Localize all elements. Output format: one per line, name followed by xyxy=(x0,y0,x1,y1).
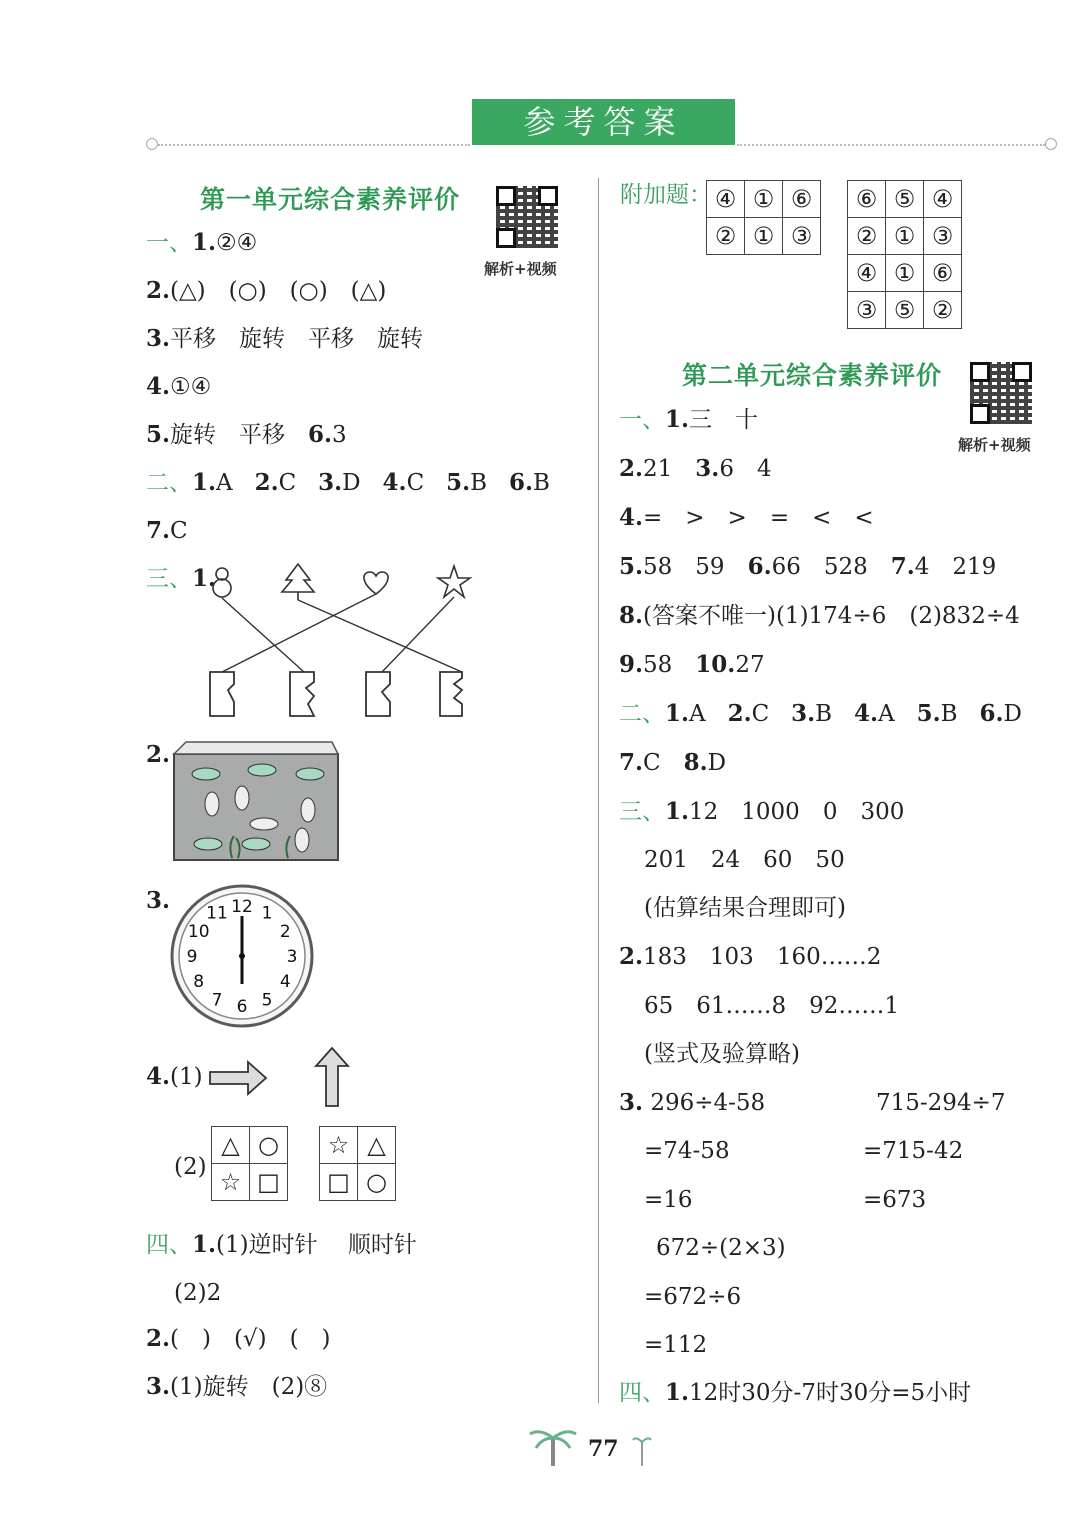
question-number: 1. xyxy=(192,229,217,256)
arrow-right-icon xyxy=(208,1058,270,1098)
answer-text: B xyxy=(815,701,833,727)
answer-line xyxy=(619,942,881,972)
grid-cell: ④ xyxy=(707,181,745,218)
answer-line xyxy=(174,1278,221,1308)
answer-line xyxy=(863,1136,963,1166)
question-number: 1. xyxy=(665,406,690,433)
question-number: 1. xyxy=(665,1379,690,1406)
answer-line xyxy=(644,1185,693,1215)
answer-text: (1)逆时针 顺时针 xyxy=(216,1232,417,1258)
answer-text: D xyxy=(707,750,727,776)
answer-text: 12时30分-7时30分=5小时 xyxy=(689,1380,972,1406)
notched-block xyxy=(366,672,390,716)
clock-numeral: 2 xyxy=(279,922,291,942)
unit1-title: 第一单元综合素养评价 xyxy=(200,185,461,214)
answer-line xyxy=(146,1324,331,1354)
clock-figure xyxy=(170,884,316,1030)
star-shape xyxy=(438,566,470,597)
answer-text: C xyxy=(278,470,297,496)
clock-numeral: 3 xyxy=(286,947,298,967)
answer-line xyxy=(619,699,1022,729)
answer-text: =16 xyxy=(644,1187,693,1213)
grid-cell: ○ xyxy=(250,1127,288,1164)
grid-cell: △ xyxy=(212,1127,250,1164)
section-marker: 二、 xyxy=(146,470,192,496)
grid-cell: ○ xyxy=(358,1164,396,1201)
answer-text: 296÷4-58 xyxy=(650,1090,766,1116)
answer-line xyxy=(619,1088,765,1118)
question-number: 4. xyxy=(146,1063,171,1090)
qr-corner xyxy=(496,186,516,206)
answer-text: ①④ xyxy=(170,374,212,400)
answer-text: 201 24 60 50 xyxy=(644,847,845,873)
answer-text: C xyxy=(170,518,188,544)
answer-text: ②④ xyxy=(216,230,258,256)
answer-text: A xyxy=(216,470,233,496)
page-banner: 参考答案 xyxy=(472,99,735,145)
question-number: 1. xyxy=(665,700,690,727)
answer-text: 672÷(2×3) xyxy=(656,1235,786,1261)
answer-text: =715-42 xyxy=(863,1138,964,1164)
answer-text: (2) xyxy=(174,1154,207,1180)
answer-line xyxy=(619,454,772,484)
answer-text: =74-58 xyxy=(644,1138,730,1164)
question-number: 7. xyxy=(619,749,644,776)
answer-text: B xyxy=(470,470,488,496)
question-number: 3. xyxy=(791,700,816,727)
answer-line xyxy=(174,1152,207,1182)
answer-line xyxy=(644,1282,741,1312)
answer-line xyxy=(146,228,257,258)
clock-numeral: 5 xyxy=(261,990,273,1011)
clock-numeral: 7 xyxy=(211,990,223,1011)
qr-corner xyxy=(970,404,990,424)
clock-numeral: 1 xyxy=(261,903,273,924)
grid-cell: ③ xyxy=(924,218,962,255)
header-rule-left xyxy=(158,144,470,146)
arrow-up-icon xyxy=(312,1046,352,1108)
question-number: 1. xyxy=(192,1231,217,1258)
answer-line xyxy=(146,276,386,306)
question-number: 7. xyxy=(890,553,915,580)
answer-text: =112 xyxy=(644,1332,708,1358)
grid-cell: ⑥ xyxy=(924,255,962,292)
qr-corner xyxy=(1012,362,1032,382)
answer-line xyxy=(644,893,846,923)
page-number: 77 xyxy=(588,1436,619,1462)
answer-line xyxy=(644,1136,730,1166)
grid-cell: □ xyxy=(320,1164,358,1201)
question-number: 2. xyxy=(727,700,752,727)
answer-line xyxy=(619,748,726,778)
answer-text: 三 十 xyxy=(689,407,759,433)
grid-cell: ① xyxy=(745,218,783,255)
grid-cell: ☆ xyxy=(320,1127,358,1164)
section-marker: 四、 xyxy=(146,1232,192,1258)
notched-block xyxy=(440,672,462,716)
question-number: 4. xyxy=(382,469,407,496)
answer-text: 平移 旋转 平移 旋转 xyxy=(170,326,424,352)
grid-cell: ☆ xyxy=(212,1164,250,1201)
header-rule-right xyxy=(737,144,1045,146)
question-number: 3. xyxy=(146,1373,171,1400)
qr-corner xyxy=(538,186,558,206)
answer-line xyxy=(146,372,211,402)
question-number: 6. xyxy=(747,553,772,580)
question-number: 3. xyxy=(619,1089,644,1116)
qr-label-unit1: 解析+视频 xyxy=(484,260,557,278)
answer-line xyxy=(619,797,904,827)
answer-text: 3 xyxy=(332,422,347,448)
shape-grid-original xyxy=(211,1126,288,1201)
qr-corner xyxy=(496,228,516,248)
question-number: 1. xyxy=(665,798,690,825)
question-number: 2. xyxy=(619,455,644,482)
answer-text: =672÷6 xyxy=(644,1284,742,1310)
question-number: 2. xyxy=(146,277,171,304)
section-marker: 四、 xyxy=(619,1380,665,1406)
question-number: 4. xyxy=(146,373,171,400)
answer-text: 183 103 160……2 xyxy=(643,944,882,970)
grid-cell: ③ xyxy=(783,218,821,255)
section-marker: 一、 xyxy=(146,230,192,256)
answer-text: (竖式及验算略) xyxy=(644,1041,800,1067)
question-number: 6. xyxy=(979,700,1004,727)
answer-text: 12 1000 0 300 xyxy=(689,799,905,825)
clock-numeral: 4 xyxy=(279,972,291,992)
question-number: 2. xyxy=(146,1325,171,1352)
question-number: 9. xyxy=(619,651,644,678)
clock-numeral: 10 xyxy=(187,922,210,942)
answer-text: B xyxy=(940,701,958,727)
answer-text: (2)2 xyxy=(174,1280,222,1306)
answer-text: D xyxy=(342,470,361,496)
qr-corner xyxy=(970,362,990,382)
grid-cell: ② xyxy=(924,292,962,329)
section-marker: 二、 xyxy=(619,701,665,727)
answer-text: C xyxy=(406,470,425,496)
match-line xyxy=(222,598,304,672)
question-number: 1. xyxy=(192,469,217,496)
extra-grid-large xyxy=(847,180,962,329)
question-number: 6. xyxy=(308,421,333,448)
answer-text: 58 xyxy=(643,652,696,678)
answer-line xyxy=(863,1185,926,1215)
shape-grid-rotated xyxy=(319,1126,396,1201)
grid-cell: ⑥ xyxy=(848,181,886,218)
grid-cell: ⑤ xyxy=(886,181,924,218)
clock-numeral: 9 xyxy=(186,947,198,967)
answer-line xyxy=(644,1039,800,1069)
tree-shape xyxy=(282,564,314,600)
gourd-shape xyxy=(213,568,231,597)
answer-line xyxy=(146,1062,203,1092)
question-number: 5. xyxy=(146,421,171,448)
answer-text: ( ) (√) ( ) xyxy=(170,1326,331,1352)
answer-line xyxy=(876,1088,1005,1118)
answer-line xyxy=(644,845,845,875)
header-rule-end-right xyxy=(1045,138,1057,150)
clock-numeral: 12 xyxy=(231,897,253,917)
question-number: 2. xyxy=(619,943,644,970)
answer-line xyxy=(619,405,758,435)
grid-cell: ① xyxy=(886,255,924,292)
answer-line xyxy=(619,650,765,680)
answer-text: (答案不唯一)(1)174÷6 (2)832÷4 xyxy=(643,603,1020,629)
match-line xyxy=(298,600,462,672)
answer-line xyxy=(644,991,899,1021)
answer-text: (△) (○) (○) (△) xyxy=(170,278,387,304)
grid-cell: ③ xyxy=(848,292,886,329)
grid-cell: ④ xyxy=(848,255,886,292)
fish-tank-figure xyxy=(172,740,342,864)
grid-cell: ① xyxy=(745,181,783,218)
answer-text: 65 61……8 92……1 xyxy=(644,993,900,1019)
answer-text: (1) xyxy=(170,1064,203,1090)
answer-line xyxy=(656,1233,786,1263)
question-number: 8. xyxy=(683,749,708,776)
question-number: 5. xyxy=(916,700,941,727)
answer-text: 旋转 平移 xyxy=(170,422,309,448)
answer-line xyxy=(644,1330,707,1360)
grid-cell: ② xyxy=(707,218,745,255)
notched-block xyxy=(290,672,314,716)
heart-shape xyxy=(364,572,388,594)
match-line xyxy=(382,597,454,672)
grid-cell: ② xyxy=(848,218,886,255)
palm-tree-icon xyxy=(632,1432,652,1468)
grid-cell: △ xyxy=(358,1127,396,1164)
section-marker: 三、 xyxy=(619,799,665,825)
extra-grid-small xyxy=(706,180,821,255)
answer-text: 715-294÷7 xyxy=(876,1090,1006,1116)
answer-line xyxy=(146,420,347,450)
answer-line xyxy=(619,601,1020,631)
question-number: 4. xyxy=(619,504,644,531)
answer-line xyxy=(146,1230,417,1260)
answer-line xyxy=(146,1372,327,1402)
grid-cell: ④ xyxy=(924,181,962,218)
answer-text: 66 528 xyxy=(771,554,891,580)
answer-text: C xyxy=(751,701,770,727)
match-line xyxy=(222,594,376,672)
clock-numeral: 8 xyxy=(193,972,205,992)
answer-line xyxy=(619,503,874,533)
answer-text: A xyxy=(689,701,706,727)
answer-text: D xyxy=(1003,701,1022,727)
question-number: 10. xyxy=(695,651,736,678)
answer-line xyxy=(146,740,170,770)
answer-text: =673 xyxy=(863,1187,927,1213)
unit2-title: 第二单元综合素养评价 xyxy=(682,361,943,390)
palm-tree-icon xyxy=(528,1422,578,1468)
answer-line xyxy=(146,324,423,354)
answer-text: (估算结果合理即可) xyxy=(644,895,846,921)
section-marker: 三、 xyxy=(146,566,192,592)
question-number: 3. xyxy=(695,455,720,482)
answer-line xyxy=(619,552,996,582)
section-marker: 一、 xyxy=(619,407,665,433)
answer-text: 6 4 xyxy=(719,456,772,482)
question-number: 2. xyxy=(254,469,279,496)
column-divider xyxy=(598,178,599,1403)
answer-text: (1)旋转 (2)⑧ xyxy=(170,1374,328,1400)
question-number: 8. xyxy=(619,602,644,629)
question-number: 7. xyxy=(146,517,171,544)
matching-diagram xyxy=(200,560,490,725)
clock-numeral: 11 xyxy=(206,903,228,924)
extra-question-label: 附加题： xyxy=(620,182,712,208)
question-number: 5. xyxy=(619,553,644,580)
answer-text: = > > = < < xyxy=(643,505,874,531)
question-number: 1. xyxy=(192,565,217,592)
header-rule-end-left xyxy=(146,138,158,150)
question-number: 3. xyxy=(318,469,343,496)
answer-text: 4 219 xyxy=(914,554,997,580)
answer-text: A xyxy=(878,701,895,727)
question-number: 6. xyxy=(508,469,533,496)
grid-cell: ⑤ xyxy=(886,292,924,329)
grid-cell: ① xyxy=(886,218,924,255)
question-number: 3. xyxy=(146,325,171,352)
answer-text: 27 xyxy=(735,652,765,678)
answer-line xyxy=(146,468,550,498)
question-number: 4. xyxy=(854,700,879,727)
answer-line xyxy=(146,886,170,916)
qr-label-unit2: 解析+视频 xyxy=(958,436,1031,454)
answer-line xyxy=(619,1378,971,1408)
question-number: 2. xyxy=(146,741,171,768)
answer-text: B xyxy=(532,470,550,496)
grid-cell: ⑥ xyxy=(783,181,821,218)
answer-text: 58 59 xyxy=(643,554,748,580)
answer-text: C xyxy=(643,750,684,776)
question-number: 3. xyxy=(146,887,171,914)
grid-cell: □ xyxy=(250,1164,288,1201)
clock-numeral: 6 xyxy=(236,997,248,1017)
answer-line xyxy=(146,516,188,546)
notched-block xyxy=(210,672,234,716)
answer-text: 21 xyxy=(643,456,696,482)
question-number: 5. xyxy=(446,469,471,496)
